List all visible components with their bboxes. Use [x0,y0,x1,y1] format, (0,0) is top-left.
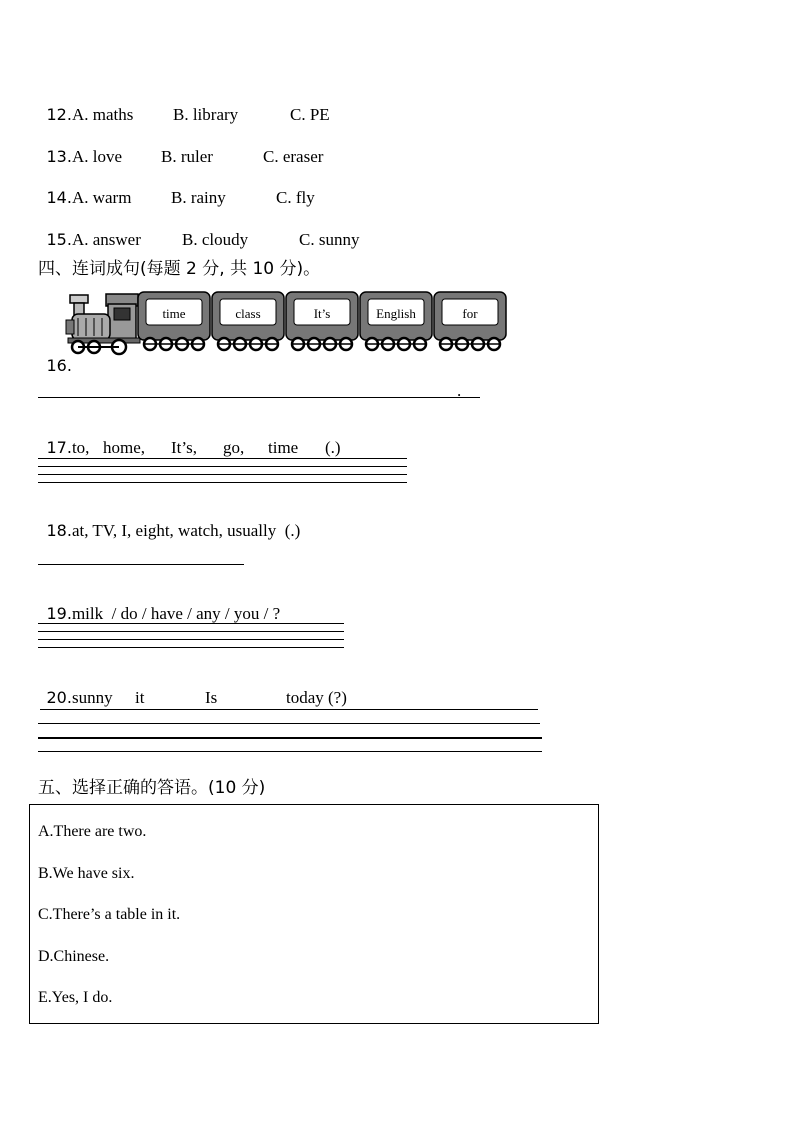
question-19 [38,588,280,622]
question-number: 20. [46,688,72,707]
writing-line[interactable] [38,723,540,724]
answer-option-e: E.Yes, I do. [38,989,113,1006]
word: it [135,688,145,707]
option-c: C. sunny [299,230,360,249]
question-number: 14. [46,188,72,207]
word: (.) [325,438,341,457]
option-b: B. library [173,105,239,124]
answer-option-b: B.We have six. [38,865,135,882]
answer-option-a: A.There are two. [38,823,147,840]
train-word: It’s [313,306,331,321]
writing-line[interactable] [38,466,407,467]
answer-options-box [29,804,599,1024]
option-b: B. ruler [161,147,213,166]
option-a: A. love [71,147,122,166]
question-number: 18. [46,521,72,540]
writing-line[interactable] [38,458,407,459]
train-word: time [162,306,186,321]
answer-option-c: C.There’s a table in it. [38,906,181,923]
option-c: C. eraser [263,147,324,166]
question-15 [38,214,360,249]
train-word: class [235,306,261,321]
word: to, [71,438,90,457]
writing-line[interactable] [40,709,538,710]
answer-line-18[interactable] [38,564,244,565]
question-number: 12. [46,105,72,124]
option-c: C. fly [276,188,315,207]
option-a: A. answer [71,230,141,249]
train-car-3 [286,292,358,350]
train-car-1 [138,292,210,350]
question-13 [38,131,324,166]
word: go, [223,438,245,457]
question-12 [38,89,330,124]
train-car-5 [434,292,506,350]
writing-line[interactable] [38,751,542,752]
option-b: B. rainy [171,188,226,207]
question-20 [38,672,347,707]
section-5-title: 五、选择正确的答语。(10 分) [38,778,266,798]
writing-line[interactable] [38,631,344,632]
word: time [268,438,299,457]
question-number: 16. [46,356,72,375]
train-illustration [64,290,510,356]
question-text: at, TV, I, eight, watch, usually (.) [71,521,301,540]
option-a: A. maths [71,105,134,124]
question-number: 13. [46,147,72,166]
question-number: 19. [46,604,72,623]
option-a: A. warm [71,188,132,207]
question-17 [38,422,341,457]
question-number: 17. [46,438,72,457]
answer-option-d: D.Chinese. [38,948,110,965]
section-4-title: 四、连词成句(每题 2 分, 共 10 分)。 [38,259,321,279]
word: It’s, [171,438,197,457]
writing-line[interactable] [38,647,344,648]
option-b: B. cloudy [182,230,249,249]
question-16-period: . [457,381,462,400]
word: home, [103,438,146,457]
option-c: C. PE [290,105,330,124]
word: Is [205,688,218,707]
writing-line[interactable] [38,737,542,739]
answer-line-16[interactable] [38,397,480,398]
writing-line[interactable] [38,639,344,640]
train-word: for [462,306,478,321]
question-number: 15. [46,230,72,249]
question-text: milk / do / have / any / you / ? [71,604,281,623]
question-14 [38,172,315,207]
question-18 [38,505,300,539]
writing-line[interactable] [38,474,407,475]
locomotive-icon [66,294,140,354]
writing-line[interactable] [38,623,344,624]
train-word: English [376,306,416,321]
train-car-4 [360,292,432,350]
word: sunny [71,688,113,707]
writing-line[interactable] [38,482,407,483]
word: today (?) [286,688,347,707]
train-car-2 [212,292,284,350]
